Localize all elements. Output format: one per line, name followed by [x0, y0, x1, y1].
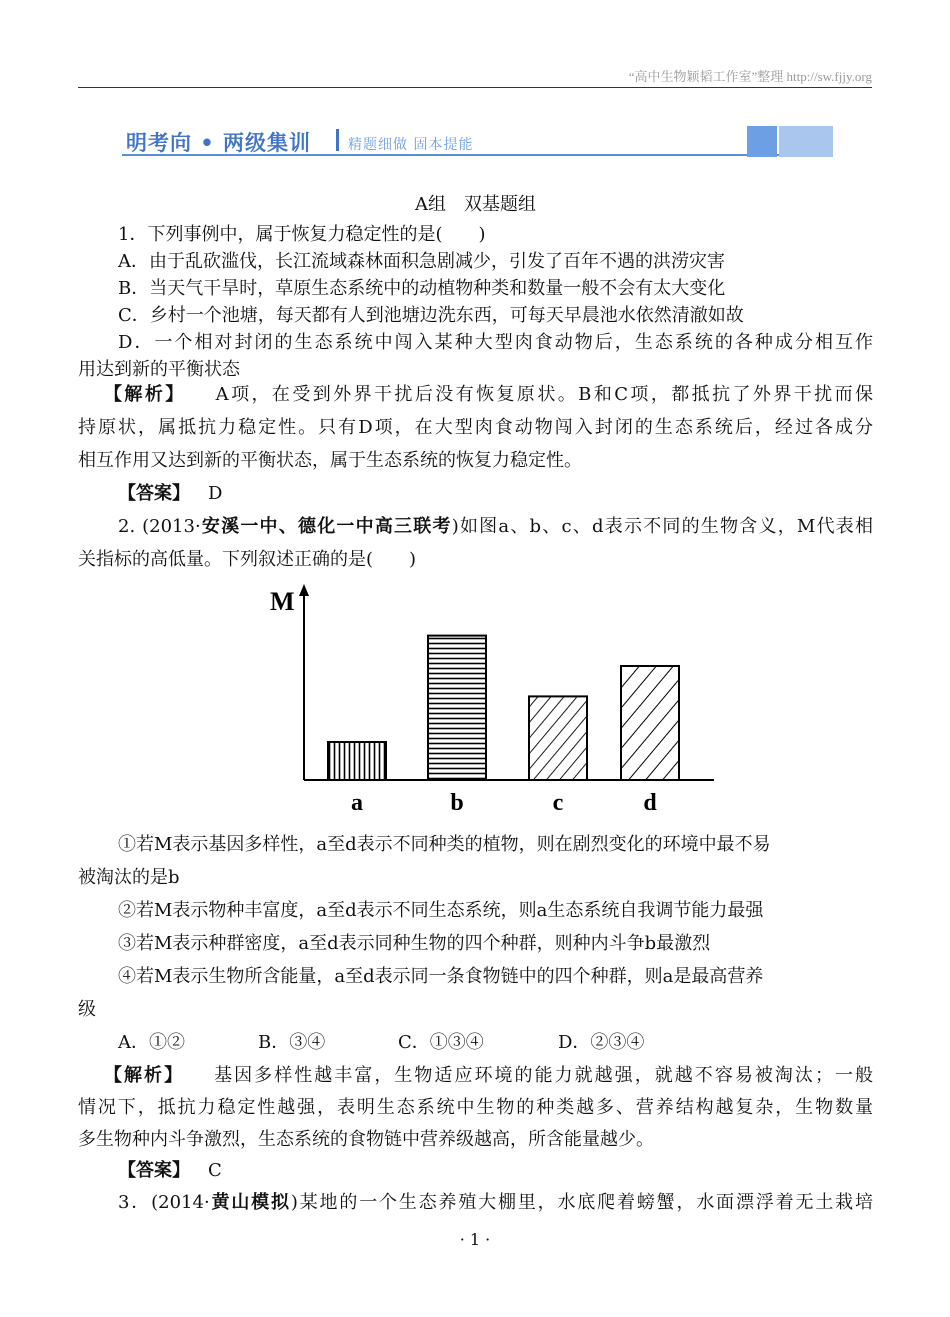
banner-separator: [336, 129, 339, 151]
q2-answer-label: 【答案】: [118, 1160, 190, 1181]
x-label-c: c: [552, 790, 564, 816]
q2-statement-4: ④若M表示生物所含能量，a至d表示同一条食物链中的四个种群，则a是最高营养: [118, 966, 764, 987]
x-label-a: a: [351, 790, 363, 816]
banner-title: 明考向 • 两级集训: [126, 131, 312, 155]
y-axis-arrow: [299, 584, 309, 596]
q1-answer-value: D: [208, 483, 223, 504]
q2-analysis-line3: 多生物种内斗争激烈，生态系统的食物链中营养级越高，所含能量越少。: [78, 1129, 654, 1150]
q3-stem-text: )某地的一个生态养殖大棚里，水底爬着螃蟹，水面漂浮着无土栽培: [290, 1192, 873, 1213]
q1-analysis-line3: 相互作用又达到新的平衡状态，属于生态系统的恢复力稳定性。: [78, 450, 582, 471]
group-title: A组 双基题组: [415, 194, 536, 215]
bar-chart: [268, 582, 718, 817]
q2-stem-prefix: 2. (2013·: [118, 516, 201, 537]
bar-a: [328, 742, 386, 780]
q2-statement-1: ①若M表示基因多样性，a至d表示不同种类的植物，则在剧烈变化的环境中最不易: [118, 834, 771, 855]
q2-option-d: D．②③④: [558, 1032, 645, 1053]
q2-statement-4-cont: 级: [78, 999, 96, 1020]
q1-answer: [118, 479, 222, 505]
q2-statement-3: ③若M表示种群密度，a至d表示同种生物的四个种群，则种内斗争b最激烈: [118, 933, 711, 954]
q2-statement-2: ②若M表示物种丰富度，a至d表示不同生态系统，则a生态系统自我调节能力最强: [118, 900, 764, 921]
bar-d: [621, 666, 679, 780]
banner-subtitle: 精题细做 固本提能: [348, 137, 474, 153]
q2-analysis-label: 【解析】: [104, 1065, 185, 1086]
q1-answer-label: 【答案】: [118, 483, 190, 504]
header-rule: [78, 87, 872, 88]
bar-c: [529, 696, 587, 780]
q1-option-b: B．当天气干旱时，草原生态系统中的动植物种类和数量一般不会有太大变化: [118, 278, 726, 299]
x-label-b: b: [450, 790, 464, 816]
q2-source: 安溪一中、德化一中高三联考: [200, 516, 452, 537]
q2-analysis-text: 基因多样性越丰富，生物适应环境的能力就越强，就越不容易被淘汰；一般: [214, 1065, 874, 1086]
y-axis-label: M: [270, 587, 295, 616]
q2-stem-line1: [118, 512, 873, 538]
q2-answer-value: C: [208, 1160, 222, 1181]
section-banner: [122, 125, 833, 158]
q1-option-d: D．一个相对封闭的生态系统中闯入某种大型肉食动物后，生态系统的各种成分相互作: [118, 332, 873, 353]
q1-analysis-text: A项，在受到外界干扰后没有恢复原状。B和C项，都抵抗了外界干扰而保: [215, 384, 874, 405]
bar-b: [428, 636, 486, 780]
q3-source: 黄山模拟: [209, 1192, 291, 1213]
q1-option-d-cont: 用达到新的平衡状态: [78, 359, 240, 380]
q2-stem-line2: 关指标的高低量。下列叙述正确的是( ): [78, 549, 417, 570]
q1-stem: 1．下列事例中，属于恢复力稳定性的是( ): [118, 224, 486, 245]
q2-options: [118, 1028, 698, 1054]
q2-option-b: B．③④: [258, 1032, 326, 1053]
page-number: · 1 ·: [459, 1230, 491, 1249]
q1-option-a: A．由于乱砍滥伐，长江流域森林面积急剧减少，引发了百年不遇的洪涝灾害: [118, 251, 725, 272]
q2-analysis-line2: 情况下，抵抗力稳定性越强，表明生态系统中生物的种类越多、营养结构越复杂，生物数量: [78, 1097, 873, 1118]
q1-option-c: C．乡村一个池塘，每天都有人到池塘边洗东西，可每天早晨池水依然清澈如故: [118, 305, 744, 326]
banner-block-light: [779, 126, 833, 157]
q1-analysis-line2: 持原状，属抵抗力稳定性。只有D项，在大型肉食动物闯入封闭的生态系统后，经过各成分: [78, 417, 873, 438]
q1-analysis-label: 【解析】: [104, 384, 186, 405]
q1-analysis-line1: [78, 380, 873, 406]
q2-analysis-line1: [78, 1061, 873, 1087]
header-note: “高中生物颖韬工作室”整理 http://sw.fjjy.org: [628, 69, 872, 84]
q3-stem-prefix: 3．(2014·: [118, 1192, 210, 1213]
q3-stem: [118, 1188, 873, 1214]
x-label-d: d: [643, 790, 657, 816]
q2-stem-text: )如图a、b、c、d表示不同的生物含义，M代表相: [451, 516, 874, 537]
banner-block-dark: [747, 126, 777, 157]
q2-option-a: A．①②: [118, 1032, 185, 1053]
q2-statement-1-cont: 被淘汰的是b: [78, 867, 180, 888]
q2-answer: [118, 1156, 222, 1182]
q2-option-c: C．①③④: [398, 1032, 484, 1053]
